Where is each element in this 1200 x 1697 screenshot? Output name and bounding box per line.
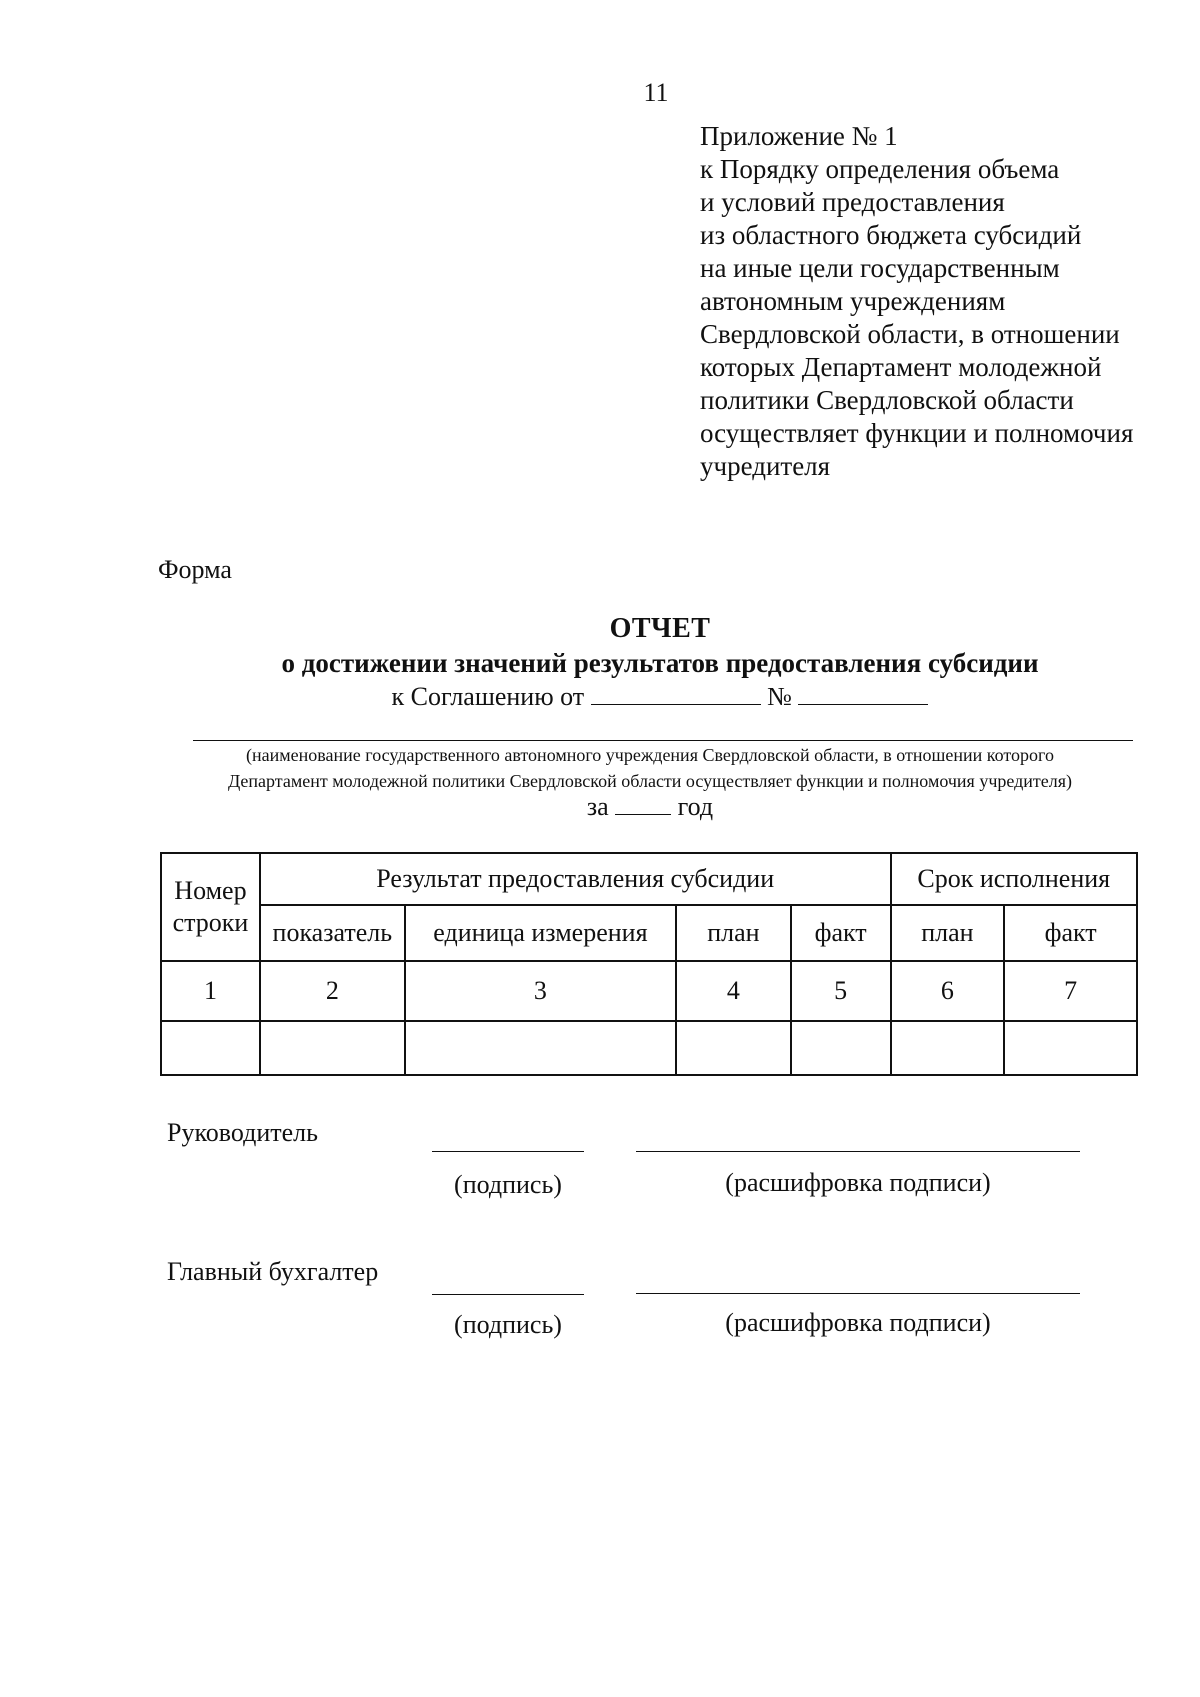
table-cell[interactable] [260, 1021, 405, 1075]
column-number: 7 [1004, 961, 1137, 1021]
appendix-line: к Порядку определения объема [700, 154, 1060, 184]
header-result: Результат предоставления субсидии [260, 853, 891, 905]
organization-name-field[interactable] [193, 740, 1133, 741]
column-number: 2 [260, 961, 405, 1021]
column-number: 6 [891, 961, 1005, 1021]
appendix-line: Свердловской области, в отношении [700, 319, 1120, 349]
header-plan: план [676, 905, 791, 961]
signature-field-head[interactable] [432, 1151, 584, 1152]
appendix-block [700, 120, 1170, 483]
signature-role-head: Руководитель [167, 1118, 318, 1147]
appendix-line: и условий предоставления [700, 187, 1005, 217]
signature-decode-field-accountant[interactable] [636, 1293, 1080, 1294]
year-prefix: за [586, 792, 609, 821]
appendix-line: Приложение № 1 [700, 121, 898, 151]
appendix-line: на иные цели государственным [700, 253, 1060, 283]
agreement-number-field[interactable] [798, 682, 928, 705]
signature-decode-caption: (расшифровка подписи) [725, 1168, 991, 1197]
column-number: 3 [405, 961, 676, 1021]
appendix-line: автономным учреждениям [700, 286, 1006, 316]
table-row [161, 1021, 1137, 1075]
table-cell[interactable] [791, 1021, 891, 1075]
column-number: 5 [791, 961, 891, 1021]
year-field[interactable] [615, 794, 671, 815]
table-cell[interactable] [161, 1021, 260, 1075]
organization-caption [150, 742, 1150, 794]
appendix-line: из областного бюджета субсидий [700, 220, 1082, 250]
header-indicator: показатель [260, 905, 405, 961]
header-fact: факт [791, 905, 891, 961]
column-number-row [161, 961, 1137, 1021]
table-cell[interactable] [676, 1021, 791, 1075]
signature-decode-field-head[interactable] [636, 1151, 1080, 1152]
year-line [150, 792, 1150, 822]
organization-caption-line: (наименование государственного автономного учреждения Свердловской области, в отношении которого [246, 745, 1054, 765]
agreement-prefix: к Соглашению от [391, 682, 585, 711]
signature-caption: (подпись) [454, 1170, 562, 1199]
signature-caption: (подпись) [454, 1310, 562, 1339]
table-cell[interactable] [405, 1021, 676, 1075]
header-deadline-fact: факт [1004, 905, 1137, 961]
report-subtitle: о достижении значений результатов предоставления субсидии [281, 648, 1039, 678]
form-label: Форма [158, 555, 232, 584]
header-deadline-plan: план [891, 905, 1005, 961]
organization-caption-line: Департамент молодежной политики Свердловской области осуществляет функции и полномочия учредителя) [227, 771, 1073, 791]
report-title: ОТЧЕТ [609, 613, 711, 644]
header-unit: единица измерения [405, 905, 676, 961]
column-number: 4 [676, 961, 791, 1021]
agreement-line [140, 680, 1180, 714]
appendix-line: политики Свердловской области [700, 385, 1074, 415]
signature-decode-caption: (расшифровка подписи) [725, 1308, 991, 1337]
appendix-line: осуществляет функции и полномочия [700, 418, 1134, 448]
appendix-line: учредителя [700, 451, 831, 481]
header-row-number: Номер строки [161, 853, 260, 961]
table-header-row [161, 853, 1137, 905]
appendix-line: которых Департамент молодежной [700, 352, 1102, 382]
report-title-block [140, 612, 1180, 714]
table-cell[interactable] [1004, 1021, 1137, 1075]
number-sign: № [767, 682, 792, 711]
column-number: 1 [161, 961, 260, 1021]
page-number: 11 [643, 78, 669, 107]
header-deadline: Срок исполнения [891, 853, 1138, 905]
signature-role-accountant: Главный бухгалтер [167, 1257, 379, 1286]
table-cell[interactable] [891, 1021, 1005, 1075]
agreement-date-field[interactable] [591, 682, 761, 705]
table-subheader-row [161, 905, 1137, 961]
year-suffix: год [677, 792, 714, 821]
report-table [160, 852, 1138, 1076]
signature-field-accountant[interactable] [432, 1294, 584, 1295]
